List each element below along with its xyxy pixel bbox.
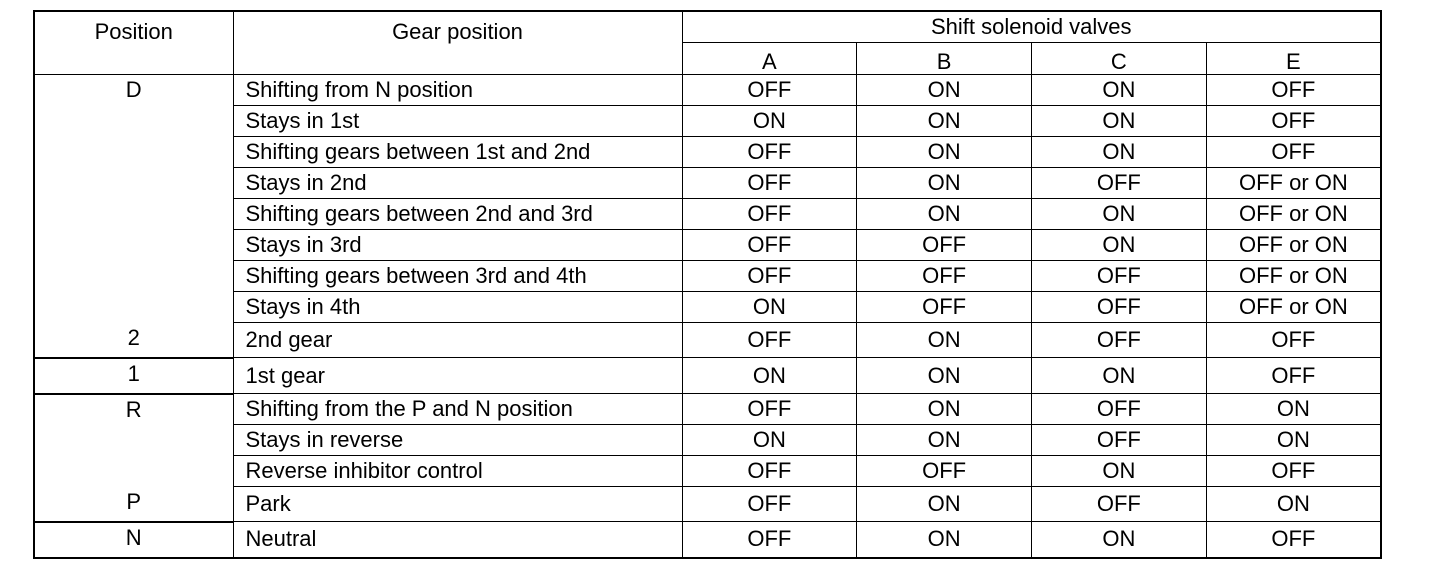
gear-position-cell: 2nd gear: [233, 323, 682, 358]
gear-position-cell: Stays in 3rd: [233, 230, 682, 261]
valve-a-cell: OFF: [682, 168, 857, 199]
valve-a-cell: ON: [682, 292, 857, 323]
valve-e-cell: OFF: [1206, 137, 1381, 168]
valve-c-cell: OFF: [1032, 168, 1207, 199]
valve-a-cell: ON: [682, 425, 857, 456]
valve-e-cell: OFF: [1206, 106, 1381, 137]
gear-position-cell: Shifting gears between 1st and 2nd: [233, 137, 682, 168]
valve-c-cell: OFF: [1032, 261, 1207, 292]
gear-position-cell: Park: [233, 487, 682, 522]
valve-c-cell: ON: [1032, 456, 1207, 487]
table-row: [34, 522, 1381, 558]
position-cell: R: [34, 394, 233, 487]
valve-c-cell: ON: [1032, 522, 1207, 558]
valve-a-cell: OFF: [682, 199, 857, 230]
table-row: [34, 106, 1381, 137]
gear-position-cell: Shifting from N position: [233, 75, 682, 106]
valve-c-cell: OFF: [1032, 425, 1207, 456]
valve-a-cell: OFF: [682, 261, 857, 292]
table-row: [34, 137, 1381, 168]
header-shift-solenoid-valves: Shift solenoid valves: [682, 11, 1381, 43]
table-row: [34, 456, 1381, 487]
gear-position-cell: Shifting gears between 3rd and 4th: [233, 261, 682, 292]
shift-solenoid-table: [33, 10, 1382, 559]
valve-a-cell: OFF: [682, 456, 857, 487]
valve-e-cell: OFF or ON: [1206, 230, 1381, 261]
gear-position-cell: Stays in 1st: [233, 106, 682, 137]
valve-b-cell: ON: [857, 358, 1032, 394]
shift-solenoid-table-container: [33, 10, 1382, 559]
valve-a-cell: OFF: [682, 230, 857, 261]
valve-b-cell: ON: [857, 487, 1032, 522]
header-valve-b: B: [857, 43, 1032, 75]
valve-c-cell: ON: [1032, 75, 1207, 106]
valve-b-cell: OFF: [857, 230, 1032, 261]
table-row: [34, 75, 1381, 106]
table-row: [34, 323, 1381, 358]
valve-c-cell: ON: [1032, 230, 1207, 261]
valve-e-cell: OFF or ON: [1206, 168, 1381, 199]
valve-e-cell: OFF: [1206, 456, 1381, 487]
valve-e-cell: OFF: [1206, 522, 1381, 558]
header-valve-c: C: [1032, 43, 1207, 75]
gear-position-cell: Reverse inhibitor control: [233, 456, 682, 487]
valve-a-cell: OFF: [682, 323, 857, 358]
valve-e-cell: ON: [1206, 425, 1381, 456]
valve-e-cell: ON: [1206, 487, 1381, 522]
valve-c-cell: ON: [1032, 199, 1207, 230]
valve-b-cell: ON: [857, 199, 1032, 230]
position-cell: N: [34, 522, 233, 558]
valve-b-cell: ON: [857, 425, 1032, 456]
valve-e-cell: OFF or ON: [1206, 261, 1381, 292]
valve-b-cell: ON: [857, 106, 1032, 137]
valve-e-cell: ON: [1206, 394, 1381, 425]
valve-b-cell: OFF: [857, 456, 1032, 487]
valve-c-cell: OFF: [1032, 394, 1207, 425]
table-row: [34, 394, 1381, 425]
valve-c-cell: ON: [1032, 137, 1207, 168]
table-row: [34, 168, 1381, 199]
valve-e-cell: OFF or ON: [1206, 292, 1381, 323]
valve-b-cell: OFF: [857, 261, 1032, 292]
table-body: [34, 75, 1381, 558]
gear-position-cell: 1st gear: [233, 358, 682, 394]
gear-position-cell: Stays in 2nd: [233, 168, 682, 199]
valve-b-cell: OFF: [857, 292, 1032, 323]
gear-position-cell: Stays in 4th: [233, 292, 682, 323]
header-valve-a: A: [682, 43, 857, 75]
valve-a-cell: OFF: [682, 137, 857, 168]
valve-a-cell: ON: [682, 106, 857, 137]
position-cell: D: [34, 75, 233, 323]
position-cell: 2: [34, 323, 233, 358]
table-row: [34, 261, 1381, 292]
table-row: [34, 292, 1381, 323]
header-gear-position: Gear position: [233, 11, 682, 75]
valve-b-cell: ON: [857, 75, 1032, 106]
header-position: Position: [34, 11, 233, 75]
valve-c-cell: ON: [1032, 358, 1207, 394]
valve-c-cell: OFF: [1032, 292, 1207, 323]
position-cell: P: [34, 487, 233, 522]
valve-a-cell: ON: [682, 358, 857, 394]
table-row: [34, 358, 1381, 394]
gear-position-cell: Neutral: [233, 522, 682, 558]
valve-b-cell: ON: [857, 394, 1032, 425]
valve-e-cell: OFF: [1206, 323, 1381, 358]
table-row: [34, 487, 1381, 522]
valve-a-cell: OFF: [682, 394, 857, 425]
valve-b-cell: ON: [857, 168, 1032, 199]
table-row: [34, 230, 1381, 261]
valve-a-cell: OFF: [682, 75, 857, 106]
valve-e-cell: OFF or ON: [1206, 199, 1381, 230]
valve-b-cell: ON: [857, 137, 1032, 168]
valve-b-cell: ON: [857, 522, 1032, 558]
valve-e-cell: OFF: [1206, 75, 1381, 106]
valve-c-cell: OFF: [1032, 487, 1207, 522]
valve-c-cell: ON: [1032, 106, 1207, 137]
valve-a-cell: OFF: [682, 487, 857, 522]
gear-position-cell: Stays in reverse: [233, 425, 682, 456]
table-row: [34, 199, 1381, 230]
gear-position-cell: Shifting gears between 2nd and 3rd: [233, 199, 682, 230]
valve-a-cell: OFF: [682, 522, 857, 558]
table-row: [34, 425, 1381, 456]
valve-e-cell: OFF: [1206, 358, 1381, 394]
valve-b-cell: ON: [857, 323, 1032, 358]
position-cell: 1: [34, 358, 233, 394]
gear-position-cell: Shifting from the P and N position: [233, 394, 682, 425]
valve-c-cell: OFF: [1032, 323, 1207, 358]
header-valve-e: E: [1206, 43, 1381, 75]
